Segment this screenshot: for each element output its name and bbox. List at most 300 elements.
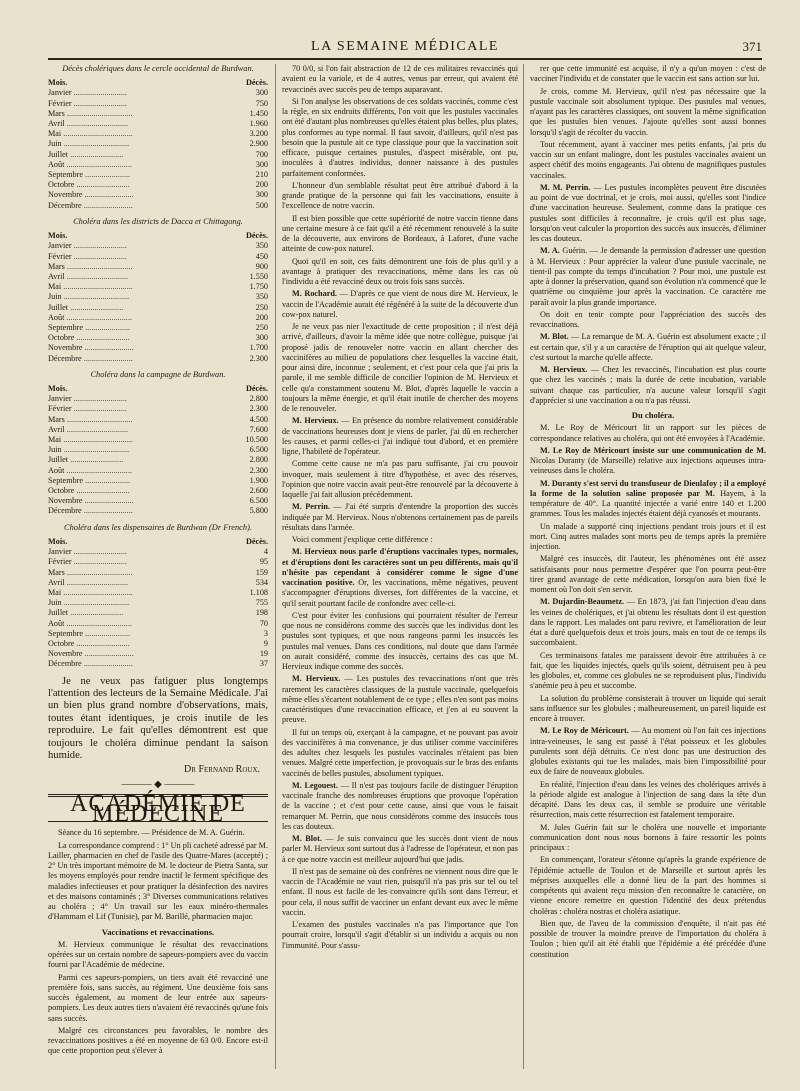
column-header-deaths: Décès. [245, 231, 268, 241]
signature: Dr Fernand Roux. [184, 764, 260, 776]
paragraph: Ces terminaisons fatales me paraissent devoir être attribuées à ce fait, que les liquides injectés, quels qu'ils soient, détruisent peu à peu les globules, et, comme ces globules ne se reproduisent plus, l'individu s'anémie peu à peu et succombe. [530, 650, 766, 691]
month-cell [48, 486, 226, 496]
month-cell [48, 649, 226, 659]
month-cell [48, 190, 226, 200]
speaker-name: M. Le Roy de Méricourt insiste sur une communication de M. [540, 445, 766, 455]
paragraph: Tout récemment, ayant à vacciner mes petits enfants, j'ai pris du vaccin sur un enfant malingre, dont les pustules vaccinales avaient un aspect chétif des moins engageants. J'ai obtenu de magnifiques pustules vaccinales. [530, 139, 766, 180]
statistics-table [48, 78, 268, 211]
deaths-cell: 700 [255, 149, 268, 159]
month-label: Décembre [48, 353, 82, 363]
column-2 [282, 64, 518, 953]
column-header-month: Mois. [48, 536, 68, 546]
month-cell [48, 445, 226, 455]
table-row [48, 170, 268, 180]
month-label: Juillet [48, 608, 69, 618]
month-label: Février [48, 557, 72, 567]
table-header-row [48, 384, 268, 394]
deaths-cell: 755 [255, 598, 268, 608]
month-label: Janvier [48, 547, 72, 557]
table-row [48, 119, 268, 129]
separator-ornament: ——— ◆ ——— [121, 778, 195, 790]
month-cell [48, 557, 226, 567]
leader-dots: ................................ [61, 445, 130, 455]
month-cell [48, 639, 226, 649]
deaths-cell: 300 [255, 333, 268, 343]
month-label: Mai [48, 435, 62, 445]
speaker-name: M. M. Perrin. [540, 182, 591, 192]
deaths-cell: 3.200 [249, 129, 268, 139]
leader-dots: ...................... [83, 322, 131, 332]
month-label: Juillet [48, 302, 69, 312]
leader-dots: ........................ [81, 659, 133, 669]
leader-dots: ................................ [64, 465, 132, 475]
month-label: Juin [48, 445, 62, 455]
month-cell [48, 343, 226, 353]
table-row [48, 88, 268, 98]
leader-dots: .......................... [71, 98, 127, 108]
month-cell [48, 598, 226, 608]
table-row [48, 252, 268, 262]
section-title: ACADÉMIE DE MÉDECINE [48, 794, 268, 823]
leader-dots: ........................ [81, 353, 133, 363]
table-row [48, 190, 268, 200]
leader-dots: .................................. [61, 129, 133, 139]
deaths-cell: 2.300 [249, 404, 268, 414]
month-cell [48, 150, 226, 160]
month-label: Mai [48, 587, 62, 597]
paragraph: 70 0/0, si l'on fait abstraction de 12 de ces militaires revaccinés qui avaient eu la variole, et de 4 autres, venus par erreur, qui avaient été revaccinés avec succès peu de temps auparavant. [282, 64, 518, 94]
speaker-name: M. Rochard. [292, 289, 337, 299]
deaths-cell: 300 [255, 190, 268, 200]
month-label: Mars [48, 108, 65, 118]
deaths-cell: 2.600 [249, 486, 268, 496]
deaths-cell: 2.800 [249, 455, 268, 465]
leader-dots: ................................ [64, 108, 133, 118]
correspondance-paragraph: La correspondance comprend : 1° Un pli cacheté adressé par M. Lailler, pharmacien en chef de l'asile des Quatre-Mares (accepté) ; 2° Un très important mémoire de M. le docteur de Pietra Santa, sur les moyens employés pour rendre inactif le ferment spécifique des maladies infectieuses et pour pratiquer la désinfection des navires et des maisons contaminés ; 3° Diverses communications relatives au choléra ; 4° Un travail sur les eaux minéro-thermales d'Hammam el Lif (Tunisie), par M. Barillé, pharmacien major. [48, 840, 268, 922]
deaths-cell: 300 [255, 159, 268, 169]
month-label: Novembre [48, 649, 83, 659]
leader-dots: .......................... [71, 394, 127, 404]
month-cell [48, 272, 226, 282]
paragraph: La solution du problème consisterait à trouver un liquide qui serait sans influence sur les globules ; malheureusement, un pareil liquide est encore à trouver. [530, 693, 766, 723]
deaths-cell: 9 [263, 638, 268, 648]
month-label: Novembre [48, 496, 83, 506]
month-cell [48, 241, 226, 251]
month-label: Mars [48, 414, 65, 424]
statistics-table [48, 537, 268, 670]
month-label: Octobre [48, 180, 75, 190]
month-label: Septembre [48, 170, 84, 180]
month-cell [48, 415, 226, 425]
month-label: Mai [48, 129, 62, 139]
month-cell [48, 262, 226, 272]
deaths-cell: 1.450 [249, 108, 268, 118]
paragraph: C'est pour éviter les confusions qui pourraient résulter de l'erreur que nous ne considérons comme des succès que les individus dont les pustules sont typiques, et que nous rangeons parmi les insuccès les pustules mal venues. Dans ces conditions, nul doute que dans l'armée on aurait considéré, comme des insuccès, certains des cas que M. Hervieux indique comme des succès. [282, 610, 518, 671]
leader-dots: .......................... [71, 547, 127, 557]
month-label: Août [48, 618, 65, 628]
table-caption: Choléra dans la campagne de Burdwan. [90, 369, 226, 379]
leader-dots: .......................... [71, 241, 127, 251]
table-header-row [48, 78, 268, 88]
paragraph: M. Duranty s'est servi du transfuseur de Dieulafoy ; il a employé la forme de la solution saline proposée par M. Hayem, à la température de 40°. La quantité injectée a varié entre 140 et 1.200 grammes. Tous les malades injectés étaient déjà cyanosés et mourants. [530, 478, 767, 519]
deaths-cell: 1.700 [249, 343, 268, 353]
table-row [48, 415, 268, 425]
table-row [48, 354, 268, 364]
table-row [48, 547, 268, 557]
month-cell [48, 180, 226, 190]
month-label: Novembre [48, 190, 83, 200]
paragraph: En réalité, l'injection d'eau dans les veines des cholériques arrivés à la période algide est analogue à l'injection de sang dans la tête d'un décapité. Dans les deux cas, il semble se produire une véritable résurrection, mais cette résurrection est fatalement temporaire. [530, 779, 766, 820]
deaths-cell: 3 [263, 628, 268, 638]
month-cell [48, 506, 226, 516]
speaker-name: M. Dujardin-Beaumetz. [540, 597, 625, 607]
leader-dots: .............................. [64, 424, 129, 434]
month-cell [48, 496, 226, 506]
month-label: Juin [48, 139, 62, 149]
month-cell [48, 323, 226, 333]
table-row [48, 608, 268, 618]
table-row [48, 598, 268, 608]
leader-dots: .................................. [61, 435, 133, 445]
deaths-cell: 5.800 [249, 506, 268, 516]
month-label: Août [48, 159, 65, 169]
speaker-name: M. Legouest. [292, 780, 338, 790]
deaths-cell: 1.960 [249, 119, 268, 129]
deaths-cell: 2.300 [249, 465, 268, 475]
table-row [48, 649, 268, 659]
deaths-cell: 210 [255, 170, 268, 180]
column-header-month: Mois. [48, 231, 68, 241]
table-row [48, 99, 268, 109]
table-row [48, 476, 268, 486]
leader-dots: ...................... [83, 628, 131, 638]
month-cell [48, 129, 226, 139]
speaker-name: M. Hervieux. [540, 365, 588, 374]
column-header-deaths: Décès. [245, 536, 268, 546]
table-row [48, 272, 268, 282]
leader-dots: ........................ [82, 190, 134, 200]
table-row [48, 425, 268, 435]
column-rule [523, 64, 524, 1069]
deaths-cell: 750 [255, 98, 268, 108]
month-cell [48, 88, 226, 98]
deaths-cell: 250 [255, 322, 268, 332]
leader-dots: ...................... [83, 170, 131, 180]
month-label: Avril [48, 577, 65, 587]
column-header-month: Mois. [48, 384, 68, 394]
table-row [48, 139, 268, 149]
table-row [48, 150, 268, 160]
table-row [48, 333, 268, 343]
table-caption: Choléra dans les districts de Dacca et Chittagong. [73, 216, 243, 226]
month-cell [48, 619, 226, 629]
journal-title: LA SEMAINE MÉDICALE [311, 39, 499, 54]
paragraph: En commençant, l'orateur s'étonne qu'après la grande expérience de l'épidémie actuelle de Toulon et de Marseille et surtout après les méprises auxquelles elle a donné lieu de la part des hommes si compétents qui avaient reçu mission d'en reconnaître le caractère, on vienne encore remettre en question l'identité des deux prétendus choléras : choléra nostras et choléra asiatique. [530, 855, 766, 916]
leader-dots: .......................... [68, 149, 124, 159]
conclusion-block [48, 676, 268, 763]
paragraph: Un malade a supporté cinq injections pendant trois jours et il est mort. Cinq autres malades sont morts peu de temps après la première injection. [530, 521, 766, 551]
leader-dots: .......................... [74, 486, 130, 496]
paragraph: Je ne veux pas nier l'exactitude de cette proposition ; il n'est déjà arrivé, d'ailleurs, d'avoir la même idée que notre collègue, puisque j'ai proposé jadis de renouveler notre vaccin en allant chercher des vaccinifères au milieu de populations chez lesquelles la vaccine était, pour ainsi dire, inconnue ; seulement, et c'est pour cela que j'ai pris la parole, il me semble difficile de concilier l'opinion de M. Hervieux et celle qu'a constamment soutenu M. Blot, d'après laquelle le vaccin a toujours la même énergie, et qu'il était inutile de chercher des moyens de le renouveler. [282, 322, 518, 413]
leader-dots: .......................... [68, 302, 124, 312]
paragraph: M. Hervieux nous parle d'éruptions vaccinales types, normales, et d'éruptions dont les caractères sont un peu différents, mais qu'il n'hésite pas cependant à considérer comme le signe d'une vaccination positive. Or, les vaccinations, même négatives, peuvent s'accompagner d'éruptions diverses, fort différentes de la vaccine, et qu'il serait pourtant facile de confondre avec celle-ci. [282, 547, 518, 608]
leader-dots: .............................. [64, 271, 129, 281]
month-cell [48, 252, 226, 262]
leader-dots: ........................ [81, 200, 133, 210]
deaths-cell: 6.500 [249, 496, 268, 506]
leader-dots: .................................. [61, 587, 133, 597]
table-row [48, 659, 268, 669]
month-cell [48, 659, 226, 669]
month-cell [48, 568, 226, 578]
month-cell [48, 282, 226, 292]
table-row [48, 557, 268, 567]
statistics-table [48, 384, 268, 517]
paragraph: M. Hervieux. — Chez les revaccinés, l'incubation est plus courte que chez les vaccinés ; mais la durée de cette incubation, variable suivant chaque cas particulier, n'a aucune valeur lorsqu'il s'agit d'apprécier si une vaccination a ou n'a pas réussi. [530, 365, 766, 405]
leader-dots: .......................... [71, 88, 127, 98]
column-header-deaths: Décès. [245, 384, 268, 394]
paragraph: M. Blot. — La remarque de M. A. Guérin est absolument exacte ; il est certain que, s'il y a un caractère de l'éruption qui ait quelque valeur, c'est surtout la marche qu'elle affecte. [530, 332, 766, 362]
paragraph: M. Blot. — Je suis convaincu que les succès dont vient de nous parler M. Hervieux sont surtout dus à l'adresse de l'opérateur, et non pas à ce que notre vaccin est meilleur aujourd'hui que jadis. [282, 834, 518, 864]
conclusion-paragraph: Je ne veux pas fatiguer plus longtemps l'attention des lecteurs de la Semaine Médicale. J'ai un bien plus grand nombre d'observations, mais, toutes étant identiques, je crois inutile de les reproduire. Le fait qu'elles démontrent est que toujours le choléra diminue pendant la saison humide. [48, 675, 268, 761]
deaths-cell: 2.800 [249, 394, 268, 404]
paragraph: Parmi ces sapeurs-pompiers, un tiers avait été revacciné une première fois, sans succès, au régiment. Une deuxième fois sans succès également, au moment de leur entrée aux sapeurs-pompiers. Les deux autres tiers n'avaient été revaccinés qu'une fois sans succès. [48, 972, 268, 1023]
month-label: Novembre [48, 343, 83, 353]
month-cell [48, 99, 226, 109]
month-label: Octobre [48, 333, 75, 343]
leader-dots: ...................... [83, 475, 131, 485]
month-cell [48, 425, 226, 435]
deaths-cell: 250 [255, 302, 268, 312]
paragraph: M. Jules Guérin fait sur le choléra une nouvelle et importante communication dont nous nous bornons à faire ressortir les points principaux : [530, 822, 766, 852]
speaker-name: M. Blot. [540, 332, 569, 342]
paragraph: Voici comment j'explique cette différence : [292, 535, 433, 544]
deaths-cell: 1.900 [249, 475, 268, 485]
month-label: Janvier [48, 394, 72, 404]
paragraph: Il n'est pas de semaine où des confrères ne viennent nous dire que le vaccin de l'Académie ne vaut rien, puisqu'il n'a pas pris sur tel ou tel enfant. Il nous est facile de les convaincre qu'ils sont dans l'erreur, et pour cela, il nous suffit de vacciner un enfant devant eux avec le même vaccin. [282, 866, 518, 917]
month-cell [48, 578, 226, 588]
leader-dots: .......................... [74, 638, 130, 648]
month-label: Mai [48, 282, 62, 292]
deaths-cell: 6.500 [249, 445, 268, 455]
paragraph: Bien que, de l'aveu de la commission d'enquête, il n'ait pas été possible de trouver la moindre preuve de l'importation du choléra à Toulon ; bien qu'il ait été établi que l'épidémie a été précédée d'une constitution [530, 918, 766, 959]
deaths-cell: 900 [255, 261, 268, 271]
month-label: Octobre [48, 486, 75, 496]
paragraph: On doit en tenir compte pour l'appréciation des succès des revaccinations. [530, 309, 766, 329]
leader-dots: .............................. [64, 119, 129, 129]
speaker-name: M. Hervieux. [292, 416, 339, 426]
month-cell [48, 292, 226, 302]
month-cell [48, 629, 226, 639]
table-row [48, 343, 268, 353]
deaths-cell: 300 [255, 88, 268, 98]
leader-dots: ................................ [61, 598, 130, 608]
speaker-name: M. Hervieux nous parle d'éruptions vaccinales types, normales, et d'éruptions dont les caractères sont un peu différents, mais qu'il n'hésite pas cependant à considérer comme le signe d'une vaccination positive. [282, 547, 518, 587]
deaths-cell: 1.108 [249, 587, 268, 597]
deaths-cell: 7.600 [249, 424, 268, 434]
table-row [48, 292, 268, 302]
month-label: Juillet [48, 149, 69, 159]
month-cell [48, 466, 226, 476]
paragraph: Si l'on analyse les observations de ces soldats vaccinés, comme c'est la règle, en six endroits différents, l'on voit que les pustules vaccinales ont été d'autant plus nombreuses qu'elles étaient plus belles, plus plates, plus conformes au type normal. Il faut savoir, d'ailleurs, qu'il n'est pas besoin que la pustule ait ce type classique pour que la vaccination soit efficace, puisque certaines pustules, d'aspect misérable, ont pu, inoculées à d'autres individus, donner naissance à des pustules parfaitement conformées. [282, 96, 518, 178]
leader-dots: ........................ [82, 649, 134, 659]
month-cell [48, 313, 226, 323]
month-cell [48, 160, 226, 170]
table-row [48, 313, 268, 323]
table-header-row [48, 231, 268, 241]
paragraph: L'examen des pustules vaccinales n'a pas l'importance que l'on pourrait croire, lorsqu'il s'agit d'établir si un individu a acquis ou non l'immunité. Pour s'assu- [282, 920, 518, 950]
deaths-cell: 350 [255, 292, 268, 302]
table-row [48, 323, 268, 333]
table-row [48, 435, 268, 445]
column-header-deaths: Décès. [245, 78, 268, 88]
table-row [48, 445, 268, 455]
paragraph: rer que cette immunité est acquise, il n'y a qu'un moyen : c'est de vacciner l'individu et de constater que le vaccin est sans action sur lui. [530, 64, 766, 84]
leader-dots: ................................ [61, 139, 130, 149]
leader-dots: .............................. [64, 577, 129, 587]
deaths-cell: 2.300 [249, 353, 268, 363]
month-cell [48, 333, 226, 343]
leader-dots: .......................... [71, 557, 127, 567]
table-row [48, 282, 268, 292]
speaker-name: M. Le Roy de Méricourt. [540, 726, 629, 736]
table-row [48, 506, 268, 516]
month-cell [48, 404, 226, 414]
month-label: Février [48, 251, 72, 261]
column-rule [275, 64, 276, 1069]
paragraph: M. Legouest. — Il n'est pas toujours facile de distinguer l'éruption vaccinale franche des nombreuses éruptions que provoque l'opération de la vaccine ; et c'est pour cette cause, ainsi que vous le faisait remarquer M. Perrin, que nous considérons comme des insuccès tous les cas douteux. [282, 780, 518, 831]
month-label: Avril [48, 424, 65, 434]
month-cell [48, 547, 226, 557]
deaths-cell: 2.900 [249, 139, 268, 149]
leader-dots: .......................... [74, 333, 130, 343]
table-row [48, 568, 268, 578]
paragraph: M. Rochard. — D'après ce que vient de nous dire M. Hervieux, le vaccin de l'Académie aurait été régénéré à la suite de la découverte d'un cow-pox naturel. [282, 289, 519, 319]
deaths-cell: 95 [259, 557, 268, 567]
leader-dots: ................................ [64, 312, 132, 322]
paragraph: M. Dujardin-Beaumetz. — En 1873, j'ai fait l'injection d'eau dans les veines de cholériques, et j'ai obtenu les résultats dont il est question dans le rapport. Les malades ont paru revivre, et l'amélioration de leur état a duré quelquefois deux et trois jours, mais en tout de ce temps ils succombaient. [530, 597, 766, 648]
column-1-text [48, 940, 268, 1057]
month-cell [48, 608, 226, 618]
speaker-name: M. Blot. [292, 834, 322, 843]
page-header [48, 38, 762, 60]
deaths-cell: 10.500 [245, 435, 268, 445]
month-cell [48, 109, 226, 119]
leader-dots: .......................... [68, 608, 124, 618]
deaths-cell: 1.750 [249, 282, 268, 292]
leader-dots: ................................ [64, 261, 133, 271]
paragraph: M. Hervieux. — En présence du nombre relativement considérable de vaccinations heureuses dont je viens de parler, j'ai dû en rechercher les causes, et parmi celles-ci j'ai indiqué tout d'abord, et en première ligne, l'habileté de l'opérateur. [282, 416, 518, 456]
month-label: Octobre [48, 638, 75, 648]
paragraph: Je crois, comme M. Hervieux, qu'il n'est pas nécessaire que la pustule vaccinale soit absolument typique. Des pustules mal venues, n'ayant pas les caractères classiques, ont souvent la même signification que les pustules bien venues. J'ajoute qu'elles sont aussi bonnes lorsqu'il s'agit de récolter du vaccin. [530, 86, 766, 137]
leader-dots: ........................ [82, 496, 134, 506]
paragraph: Comme cette cause ne m'a pas paru suffisante, j'ai cru pouvoir invoquer, mais seulement à titre d'hypothèse, et avec des réserves, l'opinion que notre vaccin avait peut-être renouvelé par la découverte à laquelle j'ai fait allusion précédemment. [282, 459, 518, 499]
month-label: Septembre [48, 322, 84, 332]
table-row [48, 262, 268, 272]
table-row [48, 588, 268, 598]
speaker-name: M. Perrin. [292, 502, 330, 512]
leader-dots: ................................ [61, 292, 130, 302]
month-cell [48, 455, 226, 465]
table-row [48, 129, 268, 139]
month-cell [48, 201, 226, 211]
paragraph: M. Perrin. — J'ai été surpris d'entendre la proportion des succès indiquée par M. Hervieux. Nous n'obtenons certainement pas de pareils résultats dans l'armée. [282, 502, 518, 532]
paragraph: M. Le Roy de Méricourt lit un rapport sur les pièces de correspondance relatives au choléra, qui ont été envoyées à l'Académie. [530, 423, 766, 443]
leader-dots: .......................... [71, 404, 127, 414]
paragraph: M. M. Perrin. — Les pustules incomplètes peuvent être discutées au point de vue doctrinal, et je crois, moi aussi, qu'elles sont l'indice d'une vaccination heureuse. Seulement, comme dans la pratique ces pustules sont difficiles à reconnaître, je crois qu'il est plus sage, lorsqu'on veut calculer la proportion des succès aux insuccès, d'éliminer les cas douteux. [530, 182, 766, 243]
table-row [48, 394, 268, 404]
month-label: Septembre [48, 628, 84, 638]
month-label: Décembre [48, 659, 82, 669]
speaker-name: M. Hervieux. [292, 674, 341, 684]
table-row [48, 466, 268, 476]
speaker-name: M. Duranty s'est servi du transfuseur de Dieulafoy ; il a employé la forme de la solution saline proposée par M. [530, 478, 766, 498]
paragraph: L'honneur d'un semblable résultat peut être attribué d'abord à la grande pratique de la personne qui fait les vaccinations, ensuite à l'excellence de notre vaccin. [282, 180, 518, 211]
month-label: Février [48, 404, 72, 414]
month-label: Janvier [48, 241, 72, 251]
table-row [48, 303, 268, 313]
paragraph: M. Hervieux. — Les pustules des revaccinations n'ont que très rarement les caractères classiques de la pustule vaccinale, quelquefois même elles s'écartent notablement de ce type ; elles n'en sont pas moins caractéristiques d'une revaccination efficace, et j'en ai eu souvent la preuve. [282, 674, 519, 725]
paragraph: Malgré ces insuccès, dit l'auteur, les phénomènes ont été assez satisfaisants pour nous permettre d'espérer que l'on pourra peut-être tirer grand avantage de cette médication, lorsqu'on aura bien fixé le moment où l'on doit s'en servir. [530, 554, 766, 594]
paragraph: Il fut un temps où, exerçant à la campagne, et ne pouvant pas avoir des vaccinifères à ma convenance, je dus utiliser comme vaccinifères des adultes chez lesquels les pustules vaccinales n'étaient pas bien venues. Malgré cette imperfection, je provoquais sur le bras des enfants vaccinés de belles pustules, absolument typiques. [282, 727, 518, 778]
leader-dots: .......................... [68, 455, 124, 465]
month-label: Juillet [48, 455, 69, 465]
table-row [48, 496, 268, 506]
table-row [48, 160, 268, 170]
month-label: Août [48, 312, 65, 322]
month-label: Septembre [48, 475, 84, 485]
deaths-cell: 159 [255, 567, 268, 577]
month-label: Juin [48, 292, 62, 302]
deaths-cell: 19 [259, 649, 268, 659]
leader-dots: ........................ [81, 506, 133, 516]
table-row [48, 619, 268, 629]
deaths-cell: 1.550 [249, 271, 268, 281]
month-label: Décembre [48, 506, 82, 516]
leader-dots: ........................ [82, 343, 134, 353]
month-label: Février [48, 98, 72, 108]
table-row [48, 180, 268, 190]
table-row [48, 201, 268, 211]
table-header-row [48, 537, 268, 547]
paragraph: M. Hervieux communique le résultat des revaccinations opérées sur un certain nombre de sapeurs-pompiers avec du vaccin fourni par l'Académie de médecine. [48, 939, 268, 970]
leader-dots: .................................. [61, 282, 133, 292]
statistics-table [48, 231, 268, 364]
month-cell [48, 394, 226, 404]
table-row [48, 109, 268, 119]
subsection-title: Du choléra. [631, 410, 675, 420]
deaths-cell: 4.500 [249, 414, 268, 424]
paragraph: Malgré ces circonstances peu favorables, le nombre des revaccinations positives a été en moyenne de 63 0/0. Encore est-il que cette proportion peut s'élever à [48, 1025, 268, 1056]
month-label: Avril [48, 119, 65, 129]
table-row [48, 486, 268, 496]
leader-dots: .......................... [71, 251, 127, 261]
month-cell [48, 139, 226, 149]
deaths-cell: 200 [255, 312, 268, 322]
subsection-title: Vaccinations et revaccinations. [101, 926, 215, 937]
month-label: Juin [48, 598, 62, 608]
leader-dots: .......................... [74, 180, 130, 190]
deaths-cell: 534 [255, 577, 268, 587]
month-label: Août [48, 465, 65, 475]
month-cell [48, 119, 226, 129]
leader-dots: ................................ [64, 159, 132, 169]
deaths-cell: 198 [255, 608, 268, 618]
table-caption: Décès cholériques dans le cercle occidental de Burdwan. [62, 64, 254, 73]
month-label: Avril [48, 271, 65, 281]
statistics-tables [48, 64, 268, 670]
deaths-cell: 450 [255, 251, 268, 261]
